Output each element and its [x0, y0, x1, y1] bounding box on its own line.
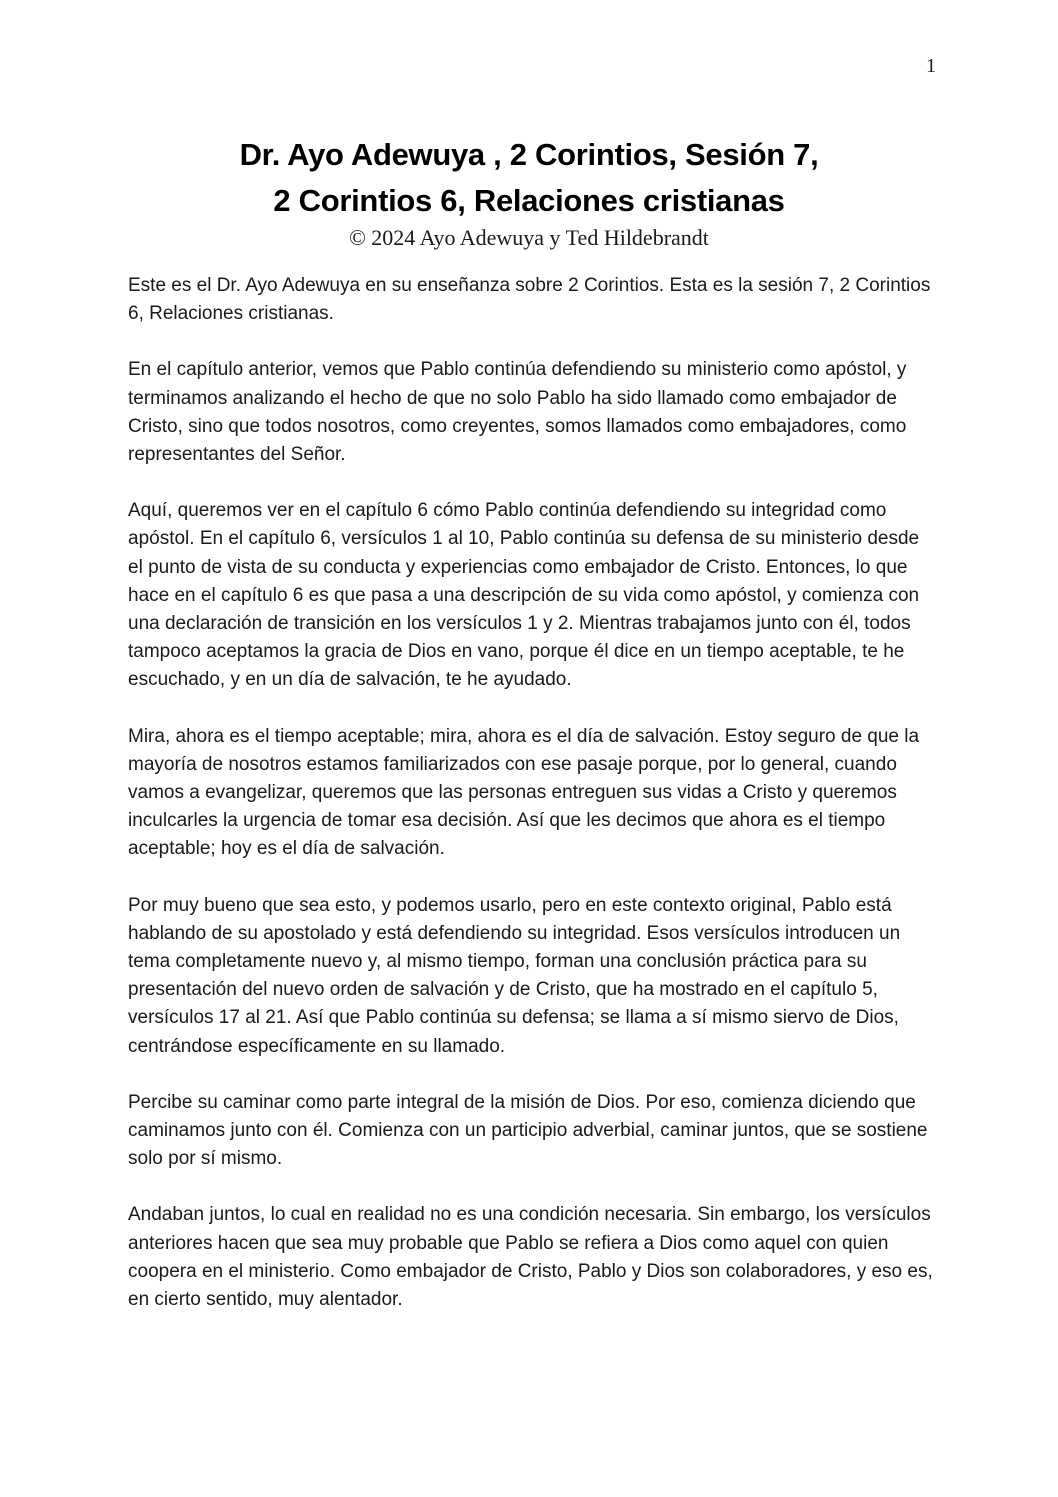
paragraph-7: Andaban juntos, lo cual en realidad no es una condición necesaria. Sin embargo, los versículos anteriores hacen que sea muy probable que Pablo se refiera a Dios como aquel con quien coopera en el ministerio. Como embajador de Cristo, Pablo y Dios son colaboradores, y eso es, en cierto sentido, muy alentador.: [128, 1204, 933, 1311]
paragraph-4: Mira, ahora es el tiempo aceptable; mira, ahora es el día de salvación. Estoy seguro de que la mayoría de nosotros estamos familiarizados con ese pasaje porque, por lo general, cuando vamos a evangelizar, queremos que las personas entreguen sus vidas a Cristo y queremos inculcarles la urgencia de tomar esa decisión. Así que les decimos que ahora es el tiempo aceptable; hoy es el día de salvación.: [128, 725, 920, 860]
copyright-line: © 2024 Ayo Adewuya y Ted Hildebrandt: [349, 225, 709, 250]
page-number: 1: [926, 55, 936, 77]
document-body: [128, 272, 934, 1314]
document-header: [0, 132, 1058, 252]
paragraph-3: Aquí, queremos ver en el capítulo 6 cómo Pablo continúa defendiendo su integridad como apóstol. En el capítulo 6, versículos 1 al 10, Pablo continúa su defensa de su ministerio desde el punto de vista de su conducta y experiencias como embajador de Cristo. Entonces, lo que hace en el capítulo 6 es que pasa a una descripción de su vida como apóstol, y comienza con una declaración de transición en los versículos 1 y 2. Mientras trabajamos junto con él, todos tampoco aceptamos la gracia de Dios en vano, porque él dice en un tiempo aceptable, te he escuchado, y en un día de salvación, te he ayudado.: [128, 500, 920, 691]
document-title: [0, 132, 1058, 224]
document-title-line-1: Dr. Ayo Adewuya , 2 Corintios, Sesión 7,: [239, 137, 819, 172]
document-title-line-2: 2 Corintios 6, Relaciones cristianas: [273, 183, 785, 218]
paragraph-1: Este es el Dr. Ayo Adewuya en su enseñanza sobre 2 Corintios. Esta es la sesión 7, 2 Corintios 6, Relaciones cristianas.: [128, 275, 931, 325]
paragraph-5: Por muy bueno que sea esto, y podemos usarlo, pero en este contexto original, Pablo está hablando de su apostolado y está defendiendo su integridad. Esos versículos introducen un tema completamente nuevo y, al mismo tiempo, forman una conclusión práctica para su presentación del nuevo orden de salvación y de Cristo, que ha mostrado en el capítulo 5, versículos 17 al 21. Así que Pablo continúa su defensa; se llama a sí mismo siervo de Dios, centrándose específicamente en su llamado.: [128, 894, 901, 1057]
paragraph-2: En el capítulo anterior, vemos que Pablo continúa defendiendo su ministerio como apóstol, y terminamos analizando el hecho de que no solo Pablo ha sido llamado como embajador de Cristo, sino que todos nosotros, como creyentes, somos llamados como embajadores, como representantes del Señor.: [128, 359, 907, 466]
paragraph-6: Percibe su caminar como parte integral de la misión de Dios. Por eso, comienza diciendo que caminamos junto con él. Comienza con un participio adverbial, caminar juntos, que se sostiene solo por sí mismo.: [128, 1091, 928, 1170]
